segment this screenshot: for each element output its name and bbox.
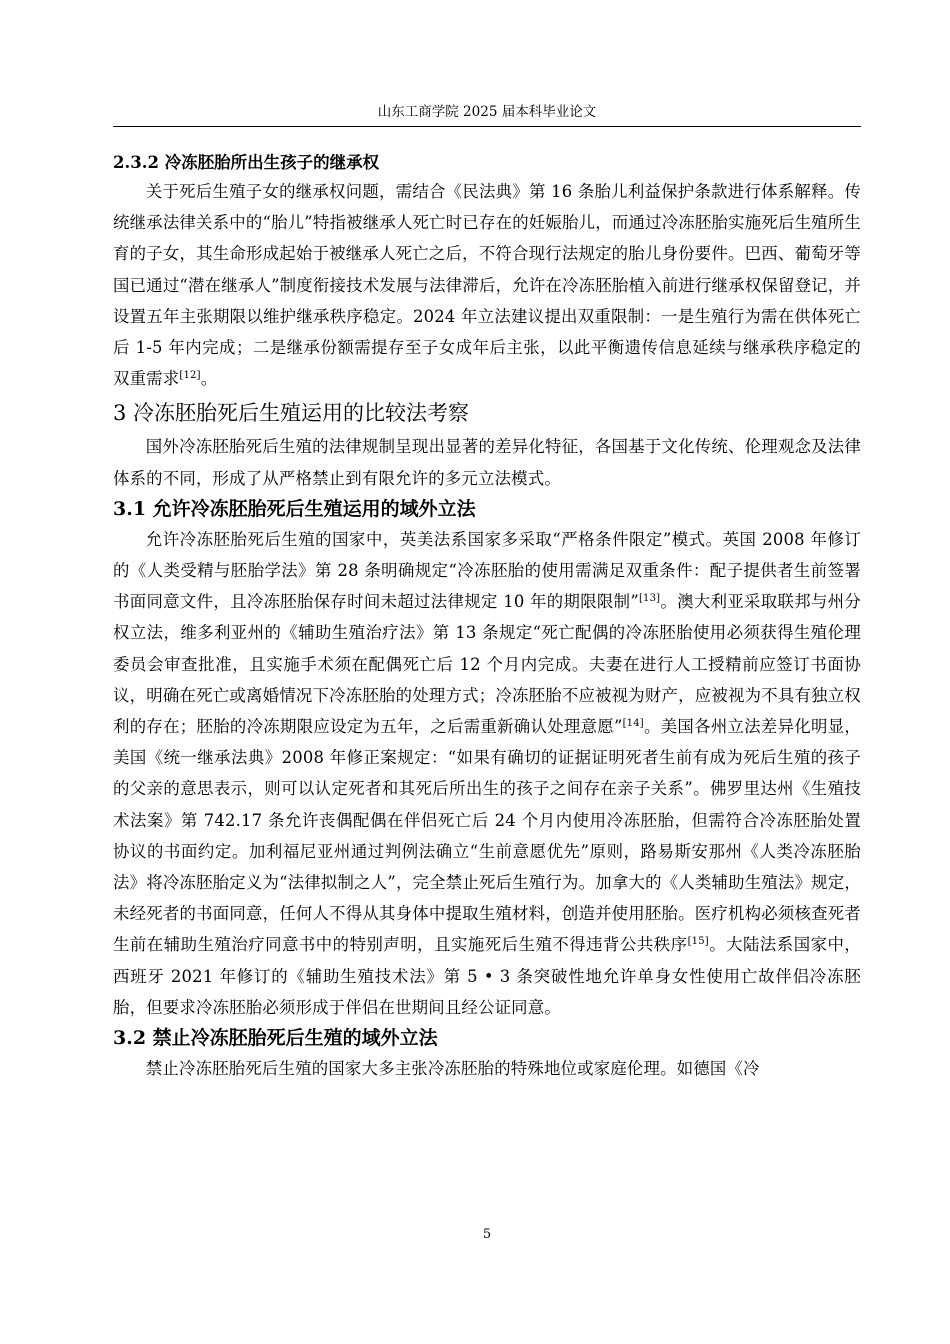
paragraph-permitting-legislation — [113, 524, 861, 1023]
paragraph-inheritance — [113, 176, 861, 394]
page-content — [113, 150, 861, 1084]
paragraph-end: 。 — [200, 369, 218, 389]
citation-ref: [14] — [622, 718, 644, 730]
citation-ref: [13] — [638, 593, 661, 605]
citation-ref: [12] — [179, 370, 201, 382]
header-divider — [113, 126, 861, 127]
heading-3-1: 3.1 允许冷冻胚胎死后生殖运用的域外立法 — [113, 497, 476, 520]
paragraph-prohibiting-legislation: 禁止冷冻胚胎死后生殖的国家大多主张冷冻胚胎的特殊地位或家庭伦理。如德国《冷 — [145, 1059, 760, 1079]
paragraph-text: 。澳大利亚采取联邦与州分权立法，维多利亚州的《辅助生殖治疗法》第 13 条规定“死亡配偶的冷冻胚胎使用必须获得生殖伦理委员会审查批准，且实施手术须在配偶死亡后 12 个月内完成。夫妻在进行人工授精前应签订书面协议，明确在死亡或离婚情况下冷冻胚胎的处理方式；冷冻胚胎不应被视为财产，应被视为不具有独立权利的存在；胚胎的冷冻期限应设定为五年，之后需重新确认处理意愿” — [113, 592, 861, 737]
paragraph-text: 。美国各州立法差异化明显，美国《统一继承法典》2008 年修正案规定：“如果有确切的证据证明死者生前有成为死后生殖的孩子的父亲的意思表示，则可以认定死者和其死后所出生的孩子之间存在亲子关系”。佛罗里达州《生殖技术法案》第 742.17 条允许丧偶配偶在伴侣死亡后 24 个月内使用冷冻胚胎，但需符合冷冻胚胎处置协议的书面约定。加利福尼亚州通过判例法确立“生前意愿优先”原则，路易斯安那州《人类冷冻胚胎法》将冷冻胚胎定义为“法律拟制之人”，完全禁止死后生殖行为。加拿大的《人类辅助生殖法》规定，未经死者的书面同意，任何人不得从其身体中提取生殖材料，创造并使用胚胎。医疗机构必须核查死者生前在辅助生殖治疗同意书中的特别声明，且实施死后生殖不得违背公共秩序 — [113, 717, 862, 955]
heading-3: 3 冷冻胚胎死后生殖运用的比较法考察 — [113, 401, 470, 426]
heading-2-3-2: 2.3.2 冷冻胚胎所出生孩子的继承权 — [113, 153, 380, 172]
paragraph-comparative-intro: 国外冷冻胚胎死后生殖的法律规制呈现出显著的差异化特征，各国基于文化传统、伦理观念及法律体系的不同，形成了从严格禁止到有限允许的多元立法模式。 — [113, 437, 861, 488]
page-number: 5 — [482, 1227, 492, 1242]
paragraph-text: 。大陆法系国家中，西班牙 2021 年修订的《辅助生殖技术法》第 5 • 3 条突破性地允许单身女性使用亡故伴侣冷冻胚胎，但要求冷冻胚胎必须形成于伴侣在世期间且经公证同意。 — [113, 935, 861, 1017]
heading-3-2: 3.2 禁止冷冻胚胎死后生殖的域外立法 — [113, 1027, 438, 1050]
paragraph-text: 关于死后生殖子女的继承权问题，需结合《民法典》第 16 条胎儿利益保护条款进行体系解释。传统继承法律关系中的“胎儿”特指被继承人死亡时已存在的妊娠胎儿，而通过冷冻胚胎实施死后生殖所生育的子女，其生命形成起始于被继承人死亡之后，不符合现行法规定的胎儿身份要件。巴西、葡萄牙等国已通过“潜在继承人”制度衔接技术发展与法律滞后，允许在冷冻胚胎植入前进行继承权保留登记，并设置五年主张期限以维护继承秩序稳定。2024 年立法建议提出双重限制：一是生殖行为需在供体死亡后 1-5 年内完成；二是继承份额需提存至子女成年后主张，以此平衡遗传信息延续与继承秩序稳定的双重需求 — [113, 182, 861, 389]
page-header: 山东工商学院 2025 届本科毕业论文 — [377, 104, 597, 120]
paragraph-text: 允许冷冻胚胎死后生殖的国家中，英美法系国家多采取“严格条件限定”模式。英国 2008 年修订的《人类受精与胚胎学法》第 28 条明确规定“冷冻胚胎的使用需满足双重条件：配子提供者生前签署书面同意文件，且冷冻胚胎保存时间未超过法律规定 10 年的期限限制” — [113, 529, 861, 612]
citation-ref: [15] — [687, 936, 709, 948]
